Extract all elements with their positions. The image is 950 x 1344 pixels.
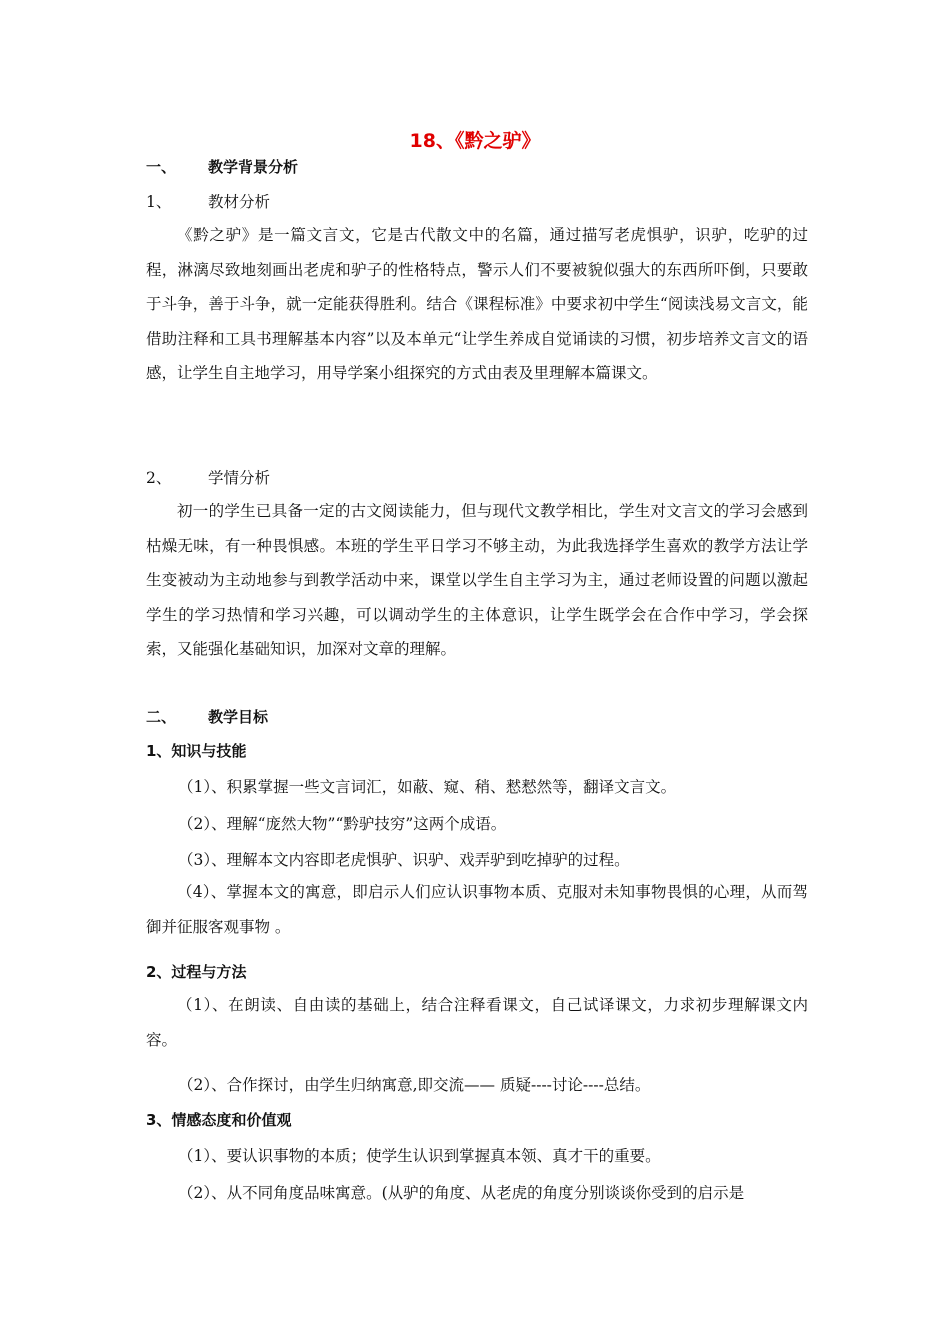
goal-item: （1）、在朗读、自由读的基础上，结合注释看课文，自己试译课文，力求初步理解课文内容。	[146, 996, 808, 1049]
section-label: 教学背景分析	[208, 158, 299, 176]
goal-item: （1）、要认识事物的本质；使学生认识到掌握真本领、真才干的重要。	[178, 1147, 661, 1165]
section-label: 教学目标	[208, 708, 269, 726]
goal-item: （3）、理解本文内容即老虎惧驴、识驴、戏弄驴到吃掉驴的过程。	[178, 851, 630, 869]
subsection-heading-1	[146, 190, 270, 212]
goal-heading-process: 2、过程与方法	[146, 963, 247, 981]
paragraph-textbook-analysis: 《黔之驴》是一篇文言文，它是古代散文中的名篇，通过描写老虎惧驴，识驴，吃驴的过程，淋漓尽致地刻画出老虎和驴子的性格特点，警示人们不要被貌似强大的东西所吓倒，只要敢于斗争，善于斗争，就一定能获得胜利。结合《课程标准》中要求初中学生“阅读浅易文言文，能借助注释和工具书理解基本内容”以及本单元“让学生养成自觉诵读的习惯，初步培养文言文的语感，让学生自主地学习，用导学案小组探究的方式由表及里理解本篇课文。	[146, 226, 808, 382]
section-heading-2	[146, 706, 268, 727]
goal-item: （2）、合作探讨，由学生归纳寓意,即交流—— 质疑----讨论----总结。	[178, 1076, 651, 1094]
goal-item: （1）、积累掌握一些文言词汇，如蔽、窥、稍、慭慭然等，翻译文言文。	[178, 778, 677, 796]
subsection-label: 教材分析	[208, 193, 271, 211]
goal-heading-knowledge: 1、知识与技能	[146, 742, 247, 760]
section-heading-1	[146, 156, 298, 177]
goal-item: （2）、理解“庞然大物”“黔驴技穷”这两个成语。	[178, 815, 507, 833]
goal-item: （4）、掌握本文的寓意，即启示人们应认识事物本质、克服对未知事物畏惧的心理，从而驾御并征服客观事物 。	[146, 883, 808, 936]
goal-heading-emotion: 3、情感态度和价值观	[146, 1111, 292, 1129]
goal-item: （2）、从不同角度品味寓意。(从驴的角度、从老虎的角度分别谈谈你受到的启示是	[178, 1184, 745, 1202]
subsection-number: 2、	[146, 469, 172, 487]
subsection-number: 1、	[146, 193, 172, 211]
subsection-label: 学情分析	[208, 469, 271, 487]
section-number: 二、	[146, 708, 177, 726]
section-number: 一、	[146, 158, 177, 176]
subsection-heading-2	[146, 466, 270, 488]
paragraph-learner-analysis: 初一的学生已具备一定的古文阅读能力，但与现代文教学相比，学生对文言文的学习会感到枯燥无味，有一种畏惧感。本班的学生平日学习不够主动，为此我选择学生喜欢的教学方法让学生变被动为主动地参与到教学活动中来，课堂以学生自主学习为主，通过老师设置的问题以激起学生的学习热情和学习兴趣，可以调动学生的主体意识，让学生既学会在合作中学习，学会探索，又能强化基础知识，加深对文章的理解。	[146, 502, 808, 658]
page-title: 18、《黔之驴》	[409, 130, 541, 152]
